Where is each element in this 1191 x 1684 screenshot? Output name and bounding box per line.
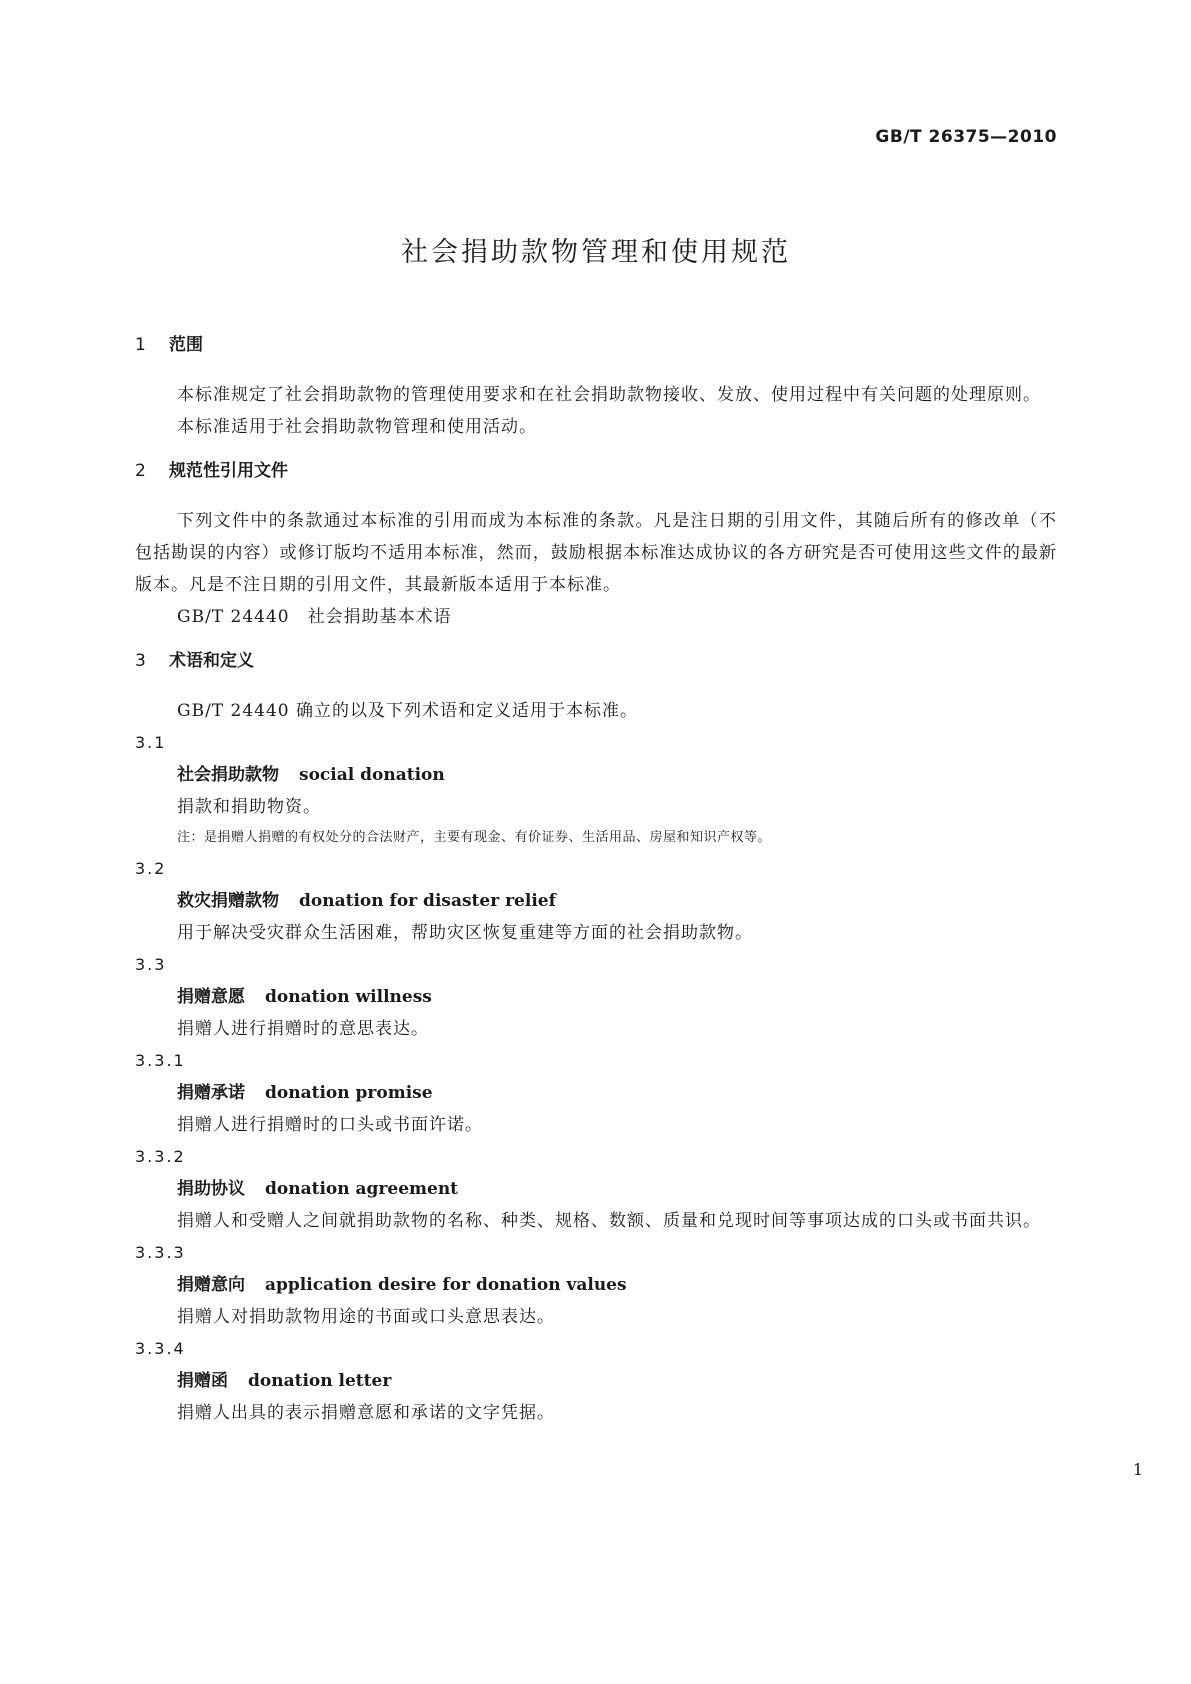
term-title xyxy=(135,1077,1057,1109)
term-title xyxy=(135,885,1057,917)
document-title: 社会捐助款物管理和使用规范 xyxy=(401,237,791,268)
term-number: 3.1 xyxy=(135,733,167,752)
term-definition: 捐赠人进行捐赠时的口头或书面许诺。 xyxy=(177,1115,483,1135)
page-number: 1 xyxy=(1132,1460,1143,1479)
term-note: 注：是捐赠人捐赠的有权处分的合法财产，主要有现金、有价证券、生活用品、房屋和知识产权等。 xyxy=(177,830,772,845)
term-definition: 捐款和捐助物资。 xyxy=(177,797,321,817)
section-2-heading xyxy=(135,459,1057,483)
section-1-heading xyxy=(135,333,1057,357)
paragraph: 本标准规定了社会捐助款物的管理使用要求和在社会捐助款物接收、发放、使用过程中有关问题的处理原则。 xyxy=(177,385,1041,405)
term-zh: 捐赠意愿 xyxy=(177,987,245,1007)
spacer xyxy=(135,443,1057,459)
term-entry xyxy=(135,1045,1057,1141)
section-title: 规范性引用文件 xyxy=(169,461,288,481)
section-title: 范围 xyxy=(169,335,203,355)
paragraph: 本标准适用于社会捐助款物管理和使用活动。 xyxy=(177,417,537,437)
section-3-heading xyxy=(135,649,1057,673)
term-title xyxy=(135,1173,1057,1205)
section-number: 1 xyxy=(135,335,146,355)
term-number: 3.3.1 xyxy=(135,1051,186,1070)
section-number: 2 xyxy=(135,461,146,481)
term-number: 3.3 xyxy=(135,955,167,974)
term-title xyxy=(135,981,1057,1013)
term-entry xyxy=(135,853,1057,949)
term-en: donation agreement xyxy=(265,1179,459,1199)
paragraph: GB/T 24440 确立的以及下列术语和定义适用于本标准。 xyxy=(177,701,639,721)
term-en: social donation xyxy=(299,765,445,785)
term-entry xyxy=(135,1141,1057,1237)
term-zh: 救灾捐赠款物 xyxy=(177,891,279,911)
term-title xyxy=(135,759,1057,791)
term-en: donation letter xyxy=(248,1371,392,1391)
term-title xyxy=(135,1365,1057,1397)
term-definition: 用于解决受灾群众生活困难，帮助灾区恢复重建等方面的社会捐助款物。 xyxy=(177,923,753,943)
term-entry xyxy=(135,1237,1057,1333)
term-definition: 捐赠人对捐助款物用途的书面或口头意思表达。 xyxy=(177,1307,555,1327)
term-number: 3.3.3 xyxy=(135,1243,186,1262)
term-number: 3.3.2 xyxy=(135,1147,186,1166)
term-title xyxy=(135,1269,1057,1301)
term-zh: 捐赠承诺 xyxy=(177,1083,245,1103)
standard-code: GB/T 26375—2010 xyxy=(875,127,1057,147)
document-body xyxy=(135,333,1057,1429)
paragraph: 下列文件中的条款通过本标准的引用而成为本标准的条款。凡是注日期的引用文件，其随后所有的修改单（不包括勘误的内容）或修订版均不适用本标准，然而，鼓励根据本标准达成协议的各方研究是否可使用这些文件的最新版本。凡是不注日期的引用文件，其最新版本适用于本标准。 xyxy=(135,511,1057,595)
section-title: 术语和定义 xyxy=(169,651,254,671)
term-entry xyxy=(135,1333,1057,1429)
term-definition: 捐赠人和受赠人之间就捐助款物的名称、种类、规格、数额、质量和兑现时间等事项达成的口头或书面共识。 xyxy=(177,1211,1041,1231)
term-en: donation for disaster relief xyxy=(299,891,556,911)
section-number: 3 xyxy=(135,651,146,671)
term-definition: 捐赠人进行捐赠时的意思表达。 xyxy=(177,1019,429,1039)
term-definition: 捐赠人出具的表示捐赠意愿和承诺的文字凭据。 xyxy=(177,1403,555,1423)
term-en: application desire for donation values xyxy=(265,1275,627,1295)
term-zh: 捐赠函 xyxy=(177,1371,228,1391)
term-entry xyxy=(135,727,1057,853)
term-entry xyxy=(135,949,1057,1045)
term-number: 3.2 xyxy=(135,859,167,878)
spacer xyxy=(135,633,1057,649)
term-zh: 捐助协议 xyxy=(177,1179,245,1199)
term-zh: 捐赠意向 xyxy=(177,1275,245,1295)
normative-reference: GB/T 24440 社会捐助基本术语 xyxy=(177,607,452,627)
term-en: donation willness xyxy=(265,987,432,1007)
term-zh: 社会捐助款物 xyxy=(177,765,279,785)
term-number: 3.3.4 xyxy=(135,1339,186,1358)
document-page xyxy=(135,0,1057,1684)
term-en: donation promise xyxy=(265,1083,433,1103)
